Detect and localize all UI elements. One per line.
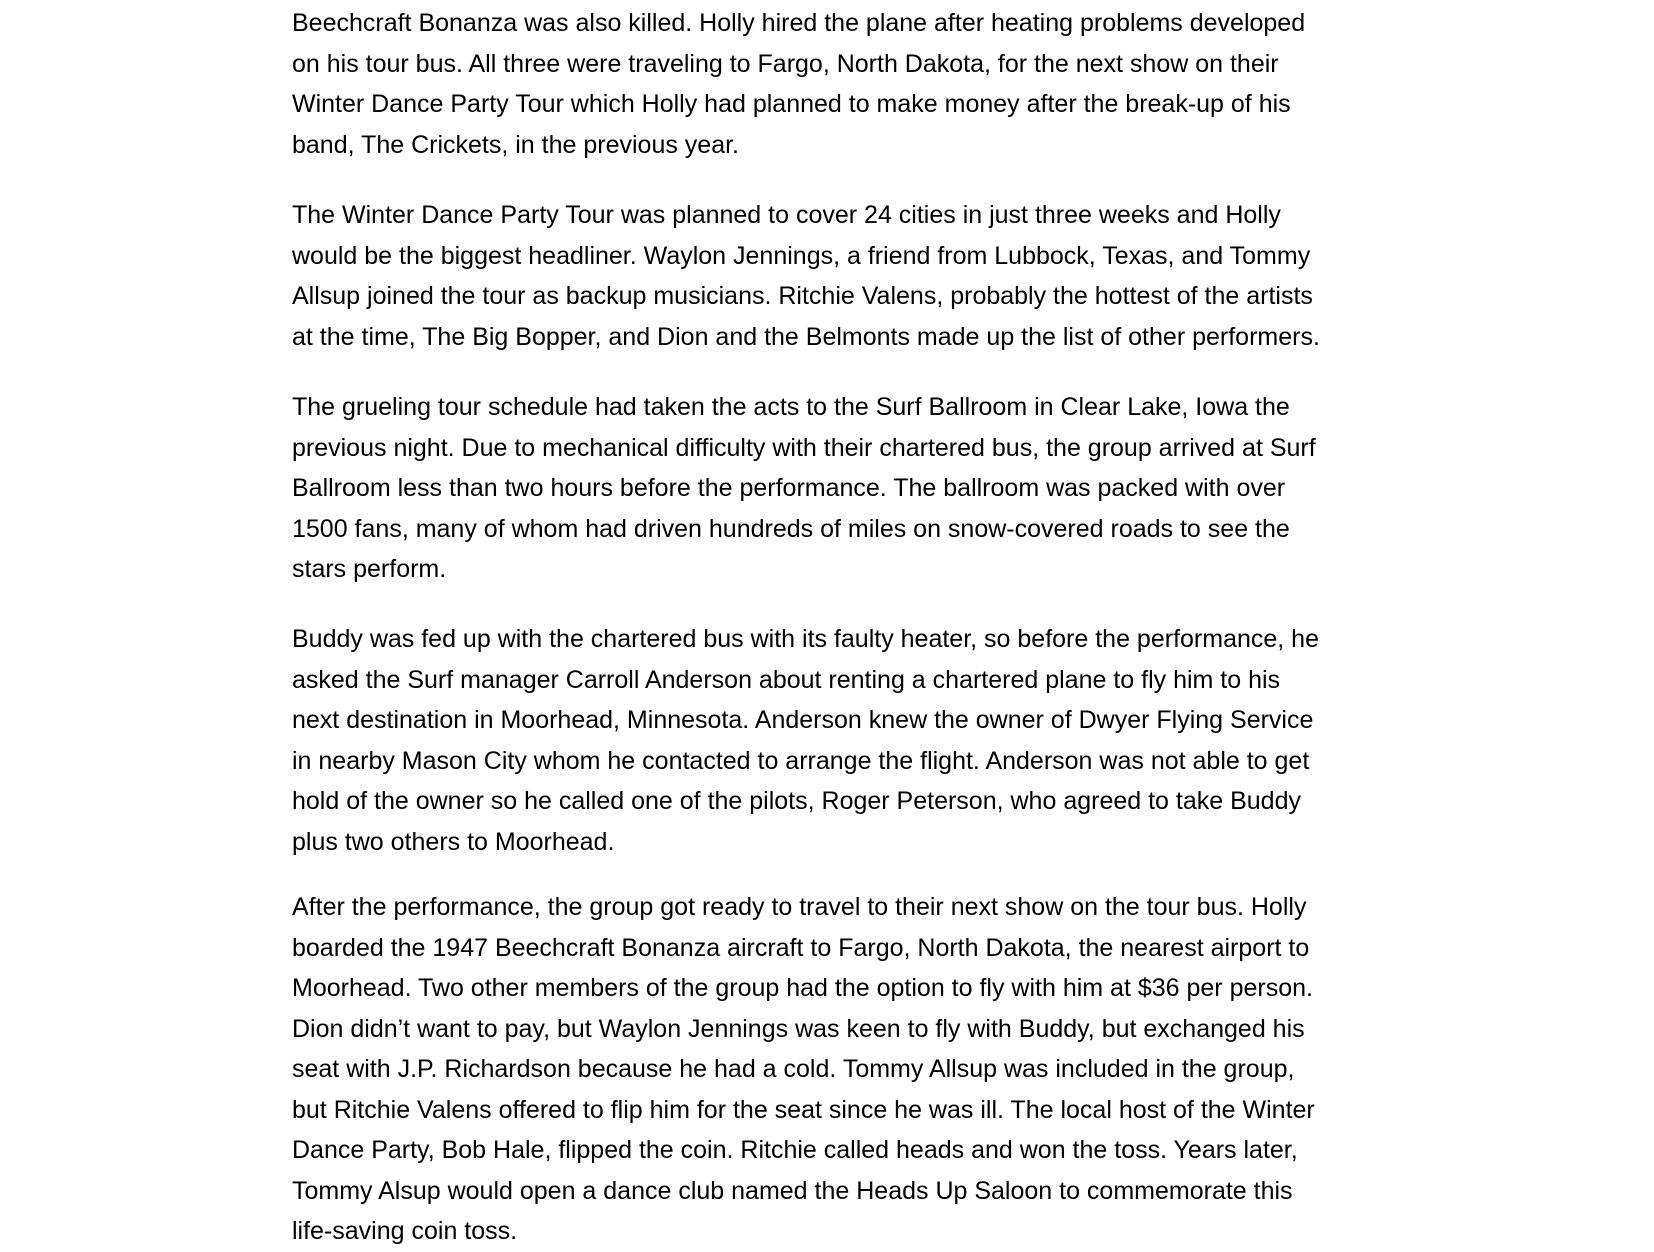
paragraph-coin-toss: After the performance, the group got ready to travel to their next show on the tour bus. Holly boarded the 1947 Beechcraft Bonanza aircraft to Fargo, North Dakota, the nearest airport to Moorhead. Two other members of the group had the option to fly with him at $36 per person. Dion didn’t want to pay, but Waylon Jennings was keen to fly with Buddy, but exchanged his seat with J.P. Richardson because he had a cold. Tommy Allsup was included in the group, but Ritchie Valens offered to flip him for the seat since he was ill. The local host of the Winter Dance Party, Bob Hale, flipped the coin. Ritchie called heads and won the toss. Years later, Tommy Alsup would open a dance club named the Heads Up Saloon to commemorate this life-saving coin toss.	[292, 893, 1315, 1245]
paragraph-winter-dance-party-tour: The Winter Dance Party Tour was planned to cover 24 cities in just three weeks and Holly would be the biggest headliner. Waylon Jennings, a friend from Lubbock, Texas, and Tommy Allsup joined the tour as backup musicians. Ritchie Valens, probably the hottest of the artists at the time, The Big Bopper, and Dion and the Belmonts made up the list of other performers.	[292, 201, 1320, 351]
paragraph-chartered-plane: Buddy was fed up with the chartered bus with its faulty heater, so before the performance, he asked the Surf manager Carroll Anderson about renting a chartered plane to fly him to his next destination in Moorhead, Minnesota. Anderson knew the owner of Dwyer Flying Service in nearby Mason City whom he contacted to arrange the flight. Anderson was not able to get hold of the owner so he called one of the pilots, Roger Peterson, who agreed to take Buddy plus two others to Moorhead.	[292, 625, 1319, 856]
paragraph-surf-ballroom: The grueling tour schedule had taken the acts to the Surf Ballroom in Clear Lake, Iowa the previous night. Due to mechanical difficulty with their chartered bus, the group arrived at Surf Ballroom less than two hours before the performance. The ballroom was packed with over 1500 fans, many of whom had driven hundreds of miles on snow-covered roads to see the stars perform.	[292, 393, 1316, 583]
paragraph-bonanza-flight: Beechcraft Bonanza was also killed. Holly hired the plane after heating problems developed on his tour bus. All three were traveling to Fargo, North Dakota, for the next show on their Winter Dance Party Tour which Holly had planned to make money after the break-up of his band, The Crickets, in the previous year.	[292, 9, 1306, 159]
